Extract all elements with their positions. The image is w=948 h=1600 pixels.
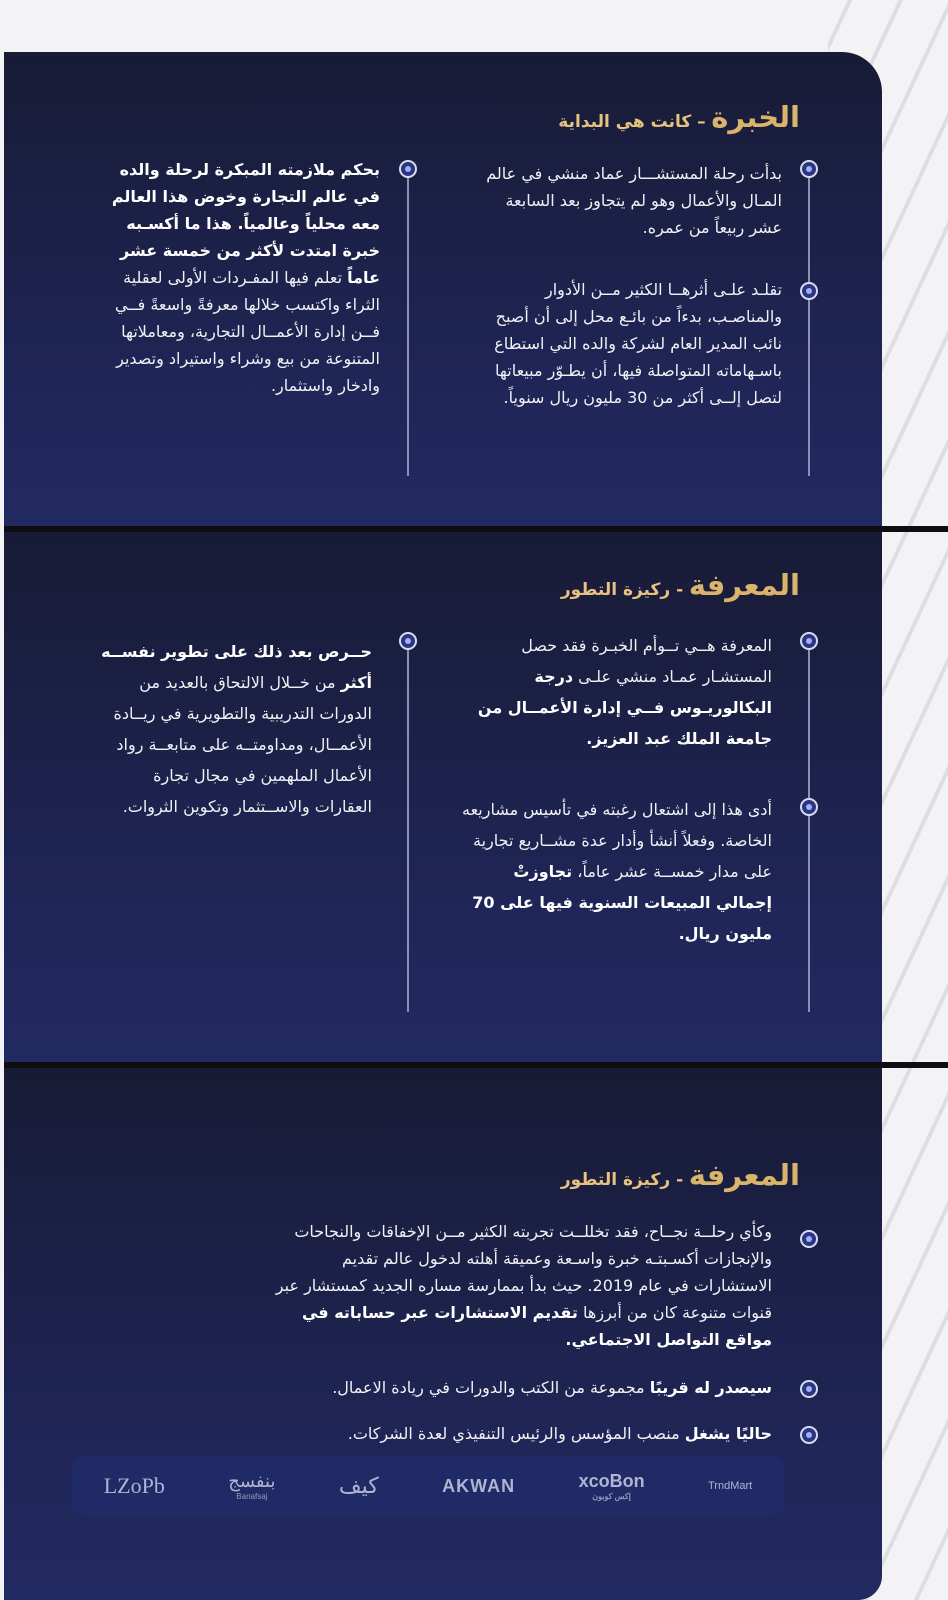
heading-sub: - ركيزة التطور — [560, 580, 684, 600]
section-heading — [561, 1158, 800, 1192]
timeline-line — [808, 640, 810, 1012]
logo-xcobon: xcoBon إكس كوبون — [578, 1471, 645, 1501]
paragraph — [262, 1374, 772, 1401]
section-heading — [561, 568, 800, 602]
timeline-line — [407, 640, 409, 1012]
text: منصب المؤسس والرئيس التنفيذي لعدة الشركات. — [347, 1424, 680, 1443]
paragraph — [452, 630, 772, 754]
timeline-dot — [399, 160, 417, 178]
text: من خــلال الالتحاق بالعديد من الدورات التدريبية والتطويرية في ريــادة الأعمــال، ومداومتــه على متابعــة رواد الأعمال الملهمين في مجال تجارة العقارات والاســتثمار وتكوين الثروات. — [113, 673, 372, 816]
logo-lzopb: LZoPb — [103, 1473, 165, 1498]
timeline-dot — [800, 1426, 818, 1444]
heading-main: الخبرة — [711, 100, 800, 134]
section-experience — [4, 52, 882, 528]
timeline-dot — [399, 632, 417, 650]
paragraph — [262, 1420, 772, 1447]
logo-trndmart: TrndMart — [708, 1480, 753, 1492]
bold-text: تجاوزتْ إجمالي المبيعات السنوية فيها على 70 مليون ريال. — [472, 862, 772, 943]
bold-text: درجة البكالوريـوس فــي إدارة الأعمــال من جامعة الملك عبد العزيز. — [477, 667, 772, 748]
heading-sub: – كانت هي البداية — [558, 112, 706, 132]
heading-sub: - ركيزة التطور — [560, 1170, 684, 1190]
partner-logos-bar — [72, 1456, 784, 1516]
text: تعلم فيها المفـردات الأولى لعقلية الثراء واكتسب خلالها معرفةً واسعةً فــي فــن إدارة الأعمــال التجارية، ومعاملاتها المتنوعة من بيع وشراء واستيراد وتصدير وادخار واستثمار. — [114, 268, 380, 395]
timeline-dot — [800, 282, 818, 300]
paragraph: تقلـد علـى أثرهــا الكثير مــن الأدوار والمناصـب، بدءاً من بائـع محل إلى أن أصبح نائب المدير العام لشركة والده التي استطاع باسـهاماته المتواصلة فيها، أن يطـوّر مبيعاتها لتصل إلــى أكثر من 30 مليون ريال سنوياً. — [494, 280, 782, 407]
section-knowledge — [4, 532, 882, 1064]
timeline-dot — [800, 798, 818, 816]
timeline-line — [808, 170, 810, 476]
bold-text: حــرص بعد ذلك على تطوير نفســه أكثر — [101, 642, 372, 692]
paragraph — [262, 1218, 772, 1353]
timeline-line — [407, 170, 409, 476]
timeline-dot — [800, 1380, 818, 1398]
bold-text: بحكم ملازمته المبكرة لرحلة والده في عالم التجارة وخوض هذا العالم معه محلياً وعالمياً. هذا ما أكسـبه خبرة امتدت لأكثر من خمسة عشر عاماً — [111, 160, 380, 287]
section-knowledge-2 — [4, 1068, 882, 1600]
paragraph — [92, 636, 372, 822]
timeline-dot — [800, 160, 818, 178]
logo-banafsaj: بنفسج Banafsaj — [228, 1471, 276, 1501]
bold-text: تقديم الاستشارات عبر حساباته في مواقع التواصل الاجتماعي. — [301, 1303, 772, 1349]
heading-main: المعرفة — [688, 1158, 800, 1192]
logo-keef: كيف — [338, 1473, 379, 1498]
timeline-dot — [800, 1230, 818, 1248]
text: أدى هذا إلى اشتعال رغبته في تأسيس مشاريعه الخاصة. وفعلاً أنشأ وأدار عدة مشــاريع تجارية على مدار خمســة عشر عاماً، — [462, 800, 772, 881]
heading-main: المعرفة — [688, 568, 800, 602]
paragraph — [110, 156, 380, 399]
bold-text: حاليًا يشغل — [684, 1424, 772, 1443]
text: مجموعة من الكتب والدورات في ريادة الاعمال. — [332, 1378, 645, 1397]
section-heading — [558, 100, 800, 134]
logo-akwan: AKWAN — [442, 1475, 516, 1496]
text: وكأي رحلــة نجــاح، فقد تخللــت تجربته الكثير مــن الإخفاقات والنجاحات والإنجازات أكسـبتـه خبرة واسـعة وعميقة أهلته لدخول عالم تقديم الاستشارات في عام 2019. حيث بدأ بممارسة مساره الجديد كمستشار عبر قنوات متنوعة كان من أبرزها — [275, 1222, 772, 1322]
paragraph — [452, 794, 772, 949]
timeline-dot — [800, 632, 818, 650]
text: المعرفة هــي تــوأم الخبـرة فقد حصل المستشـار عمـاد منشي علـى — [521, 636, 772, 686]
paragraph: بدأت رحلة المستشـــار عماد منشي في عالم المـال والأعمال وهو لم يتجاوز بعد السابعة عشر ربيعاً من عمره. — [486, 164, 782, 237]
bold-text: سيصدر له قريبًا — [649, 1378, 772, 1397]
